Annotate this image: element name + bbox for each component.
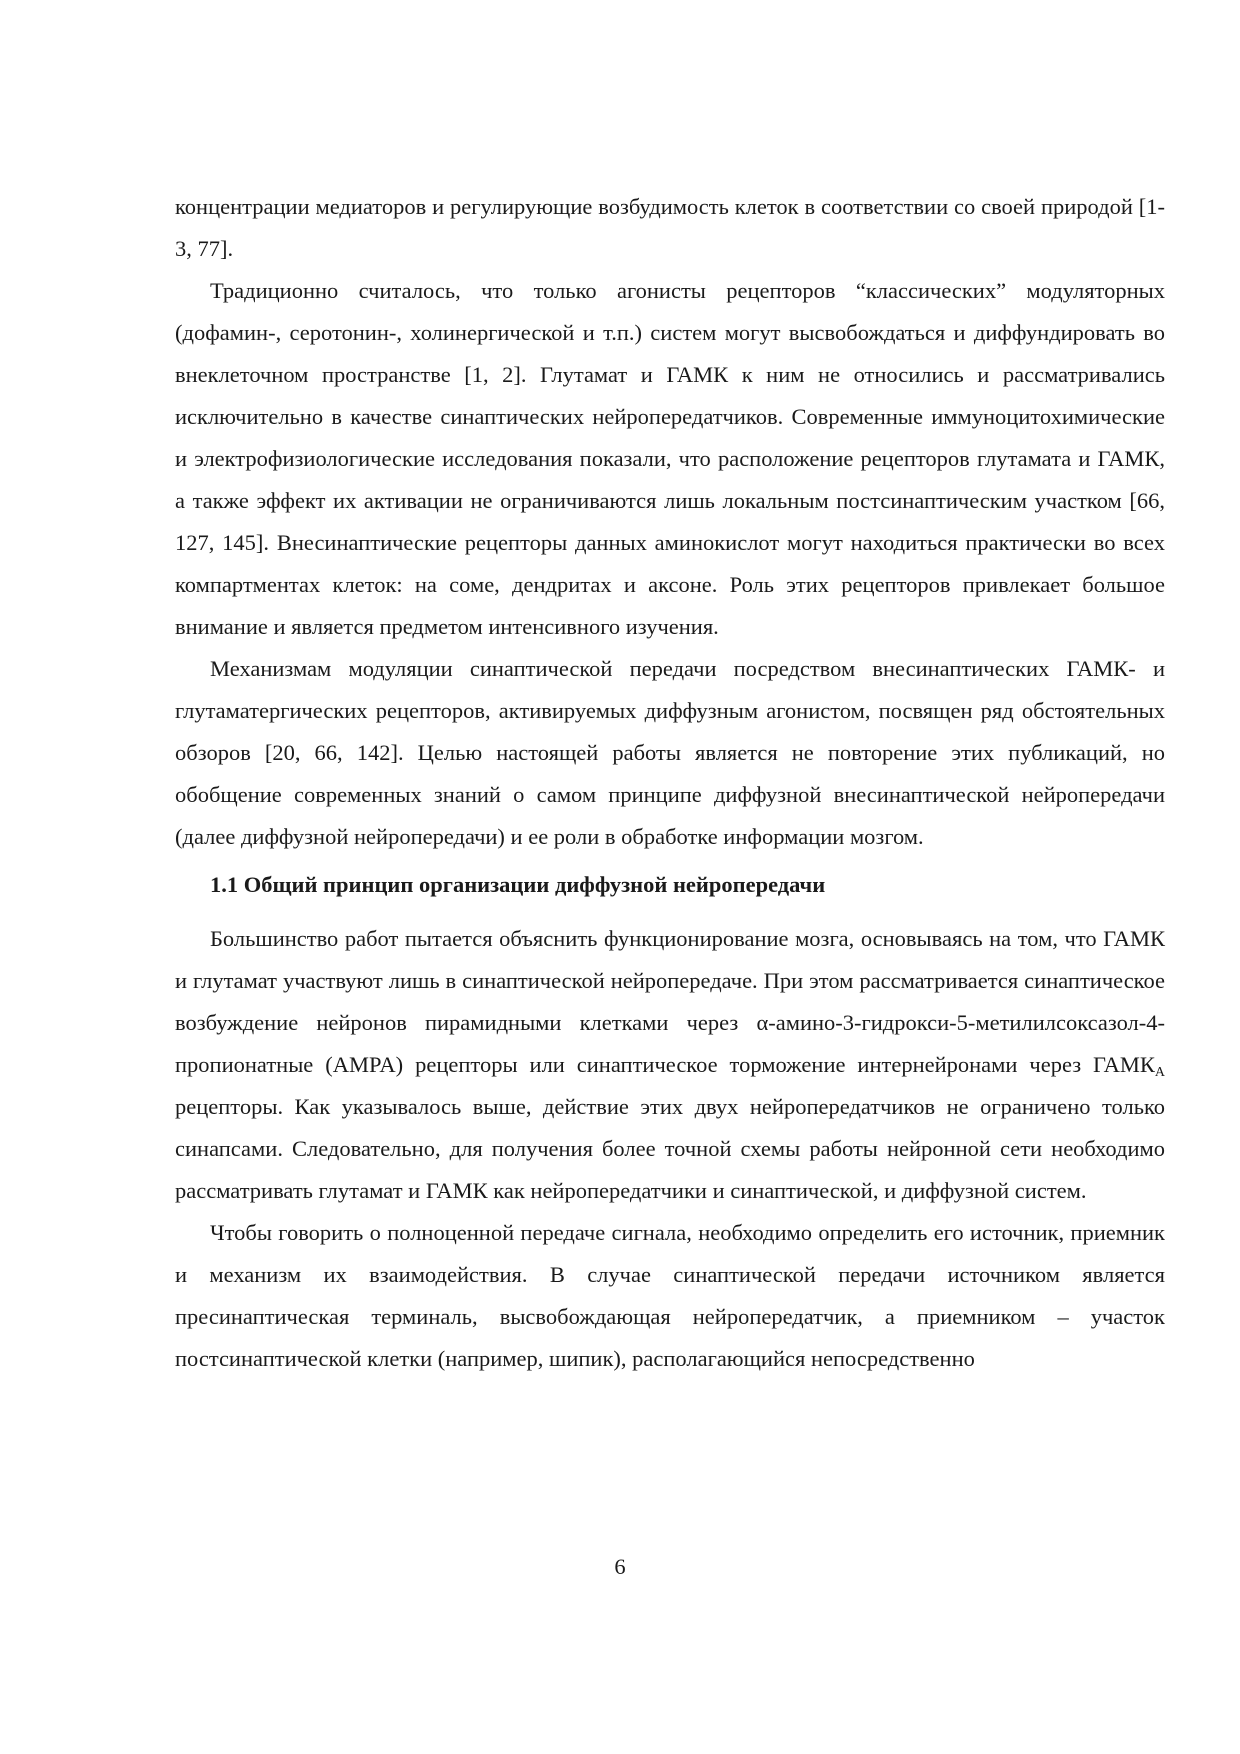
paragraph-signal-transmission: Чтобы говорить о полноценной передаче сигнала, необходимо определить его источник, приемник и механизм их взаимодействия. В случае синаптической передачи источником является пресинаптическая терминаль, высвобождающая нейропередатчик, а приемником – участок постсинаптической клетки (например, шипик), располагающийся непосредственно: [175, 1220, 1165, 1371]
page-number: 6: [614, 1554, 626, 1579]
paragraph-modulation-mechanisms: Механизмам модуляции синаптической передачи посредством внесинаптических ГАМК- и глутаматергических рецепторов, активируемых диффузным агонистом, посвящен ряд обстоятельных обзоров [20, 66, 142]. Целью настоящей работы является не повторение этих публикаций, но обобщение современных знаний о самом принципе диффузной внесинаптической нейропередачи (далее диффузной нейропередачи) и ее роли в обработке информации мозгом.: [175, 656, 1165, 849]
paragraph-brain-function: [175, 918, 1165, 1212]
page-content: [175, 186, 1165, 1380]
section-heading: 1.1 Общий принцип организации диффузной нейропередачи: [210, 872, 826, 897]
paragraph-continuation: концентрации медиаторов и регулирующие возбудимость клеток в соответствии со своей природой [1-3, 77].: [175, 194, 1165, 261]
gaba-subscript: A: [1154, 1065, 1165, 1080]
paragraph-traditional-view: Традиционно считалось, что только агонисты рецепторов “классических” модуляторных (дофамин-, серотонин-, холинергической и т.п.) систем могут высвобождаться и диффундировать во внеклеточном пространстве [1, 2]. Глутамат и ГАМК к ним не относились и рассматривались исключительно в качестве синаптических нейропередатчиков. Современные иммуноцитохимические и электрофизиологические исследования показали, что расположение рецепторов глутамата и ГАМК, а также эффект их активации не ограничиваются лишь локальным постсинаптическим участком [66, 127, 145]. Внесинаптические рецепторы данных аминокислот могут находиться практически во всех компартментах клеток: на соме, дендритах и аксоне. Роль этих рецепторов привлекает большое внимание и является предметом интенсивного изучения.: [175, 278, 1165, 639]
paragraph-brain-function-part-2: рецепторы. Как указывалось выше, действие этих двух нейропередатчиков не ограничено только синапсами. Следовательно, для получения более точной схемы работы нейронной сети необходимо рассматривать глутамат и ГАМК как нейропередатчики и синаптической, и диффузной систем.: [175, 1094, 1165, 1203]
paragraph-brain-function-part-1: Большинство работ пытается объяснить функционирование мозга, основываясь на том, что ГАМК и глутамат участвуют лишь в синаптической нейропередаче. При этом рассматривается синаптическое возбуждение нейронов пирамидными клетками через α-амино-3-гидрокси-5-метилилсоксазол-4-пропионатные (AMPA) рецепторы или синаптическое торможение интернейронами через ГАМК: [175, 926, 1165, 1077]
